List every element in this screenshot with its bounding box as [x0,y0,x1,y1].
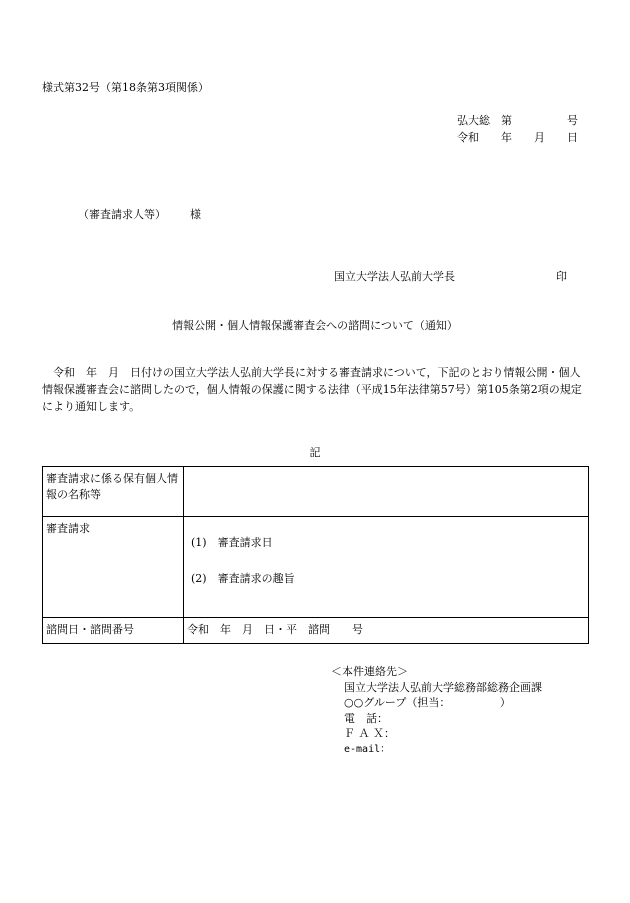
addressee [78,208,201,222]
request-item-purpose: (2) 審査請求の趣旨 [191,572,295,585]
contact-heading: ＜本件連絡先＞ [331,665,408,678]
row-value-request [184,517,589,618]
addressee-honorific: 様 [190,208,201,221]
seal-mark: 印 [556,270,567,283]
form-number: 様式第32号（第18条第3項関係） [42,81,209,94]
request-item-date: (1) 審査請求日 [191,536,273,549]
contact-fax: Ｆ Ａ Ｘ： [344,727,395,740]
document-date: 令和 年 月 日 [457,131,578,144]
row-label-subject: 審査請求に係る保有個人情報の名称等 [43,467,184,517]
row-value-subject [184,467,589,517]
row-label-request: 審査請求 [43,517,184,618]
table-row [43,618,589,644]
ki-heading: 記 [309,446,321,459]
sender-name: 国立大学法人弘前大学長 [334,270,455,283]
document-title: 情報公開・個人情報保護審査会への諮問について（通知） [172,319,458,332]
body-text: 令和 年 月 日付けの国立大学法人弘前大学長に対する審査請求について，下記のとおり情報公開・個人情報保護審査会に諮問したので，個人情報の保護に関する法律（平成15年法律第57号）第105条第2項の規定により通知します。 [42,366,582,413]
contact-organization: 国立大学法人弘前大学総務部総務企画課 [344,680,542,694]
details-table [42,466,589,644]
row-label-consultation: 諮問日・諮問番号 [43,618,184,644]
contact-phone: 電 話： [344,711,388,725]
row-value-consultation: 令和 年 月 日・平 諮問 号 [184,618,589,644]
document-number-block [457,112,578,146]
table-row [43,517,589,618]
document-number: 弘大総 第 号 [457,114,578,127]
table-row [43,467,589,517]
addressee-name: （審査請求人等） [78,208,166,221]
contact-group: ○○グループ（担当： ） [344,696,511,709]
contact-email: e-mail： [344,743,391,755]
contact-block [331,664,542,757]
